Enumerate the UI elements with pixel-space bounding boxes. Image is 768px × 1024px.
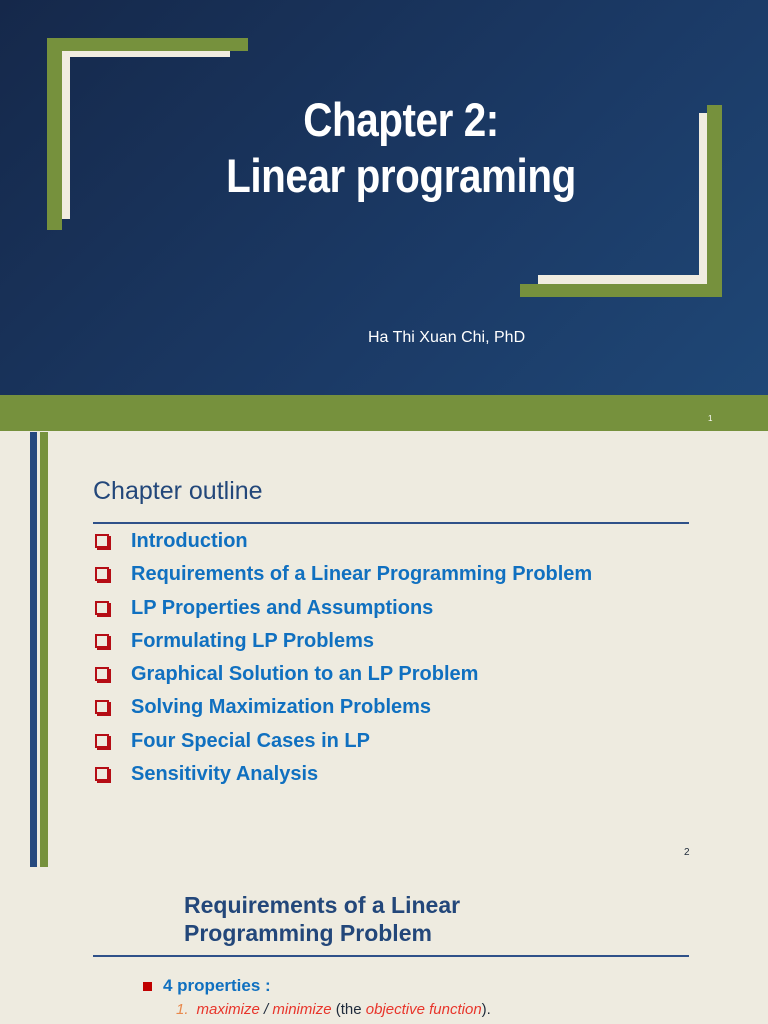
slide-title [56,92,746,204]
frame-top-left-green-horizontal [47,38,248,51]
checkbox-bullet-icon [95,634,109,648]
square-bullet-icon [143,982,152,991]
author-name: Ha Thi Xuan Chi, PhD [368,329,526,346]
property-item [176,1001,491,1018]
properties-bullet: 4 properties : [163,976,271,995]
outline-item[interactable] [93,661,592,694]
minimize-term: minimize [272,1001,332,1018]
outline-item-label: LP Properties and Assumptions [131,596,434,619]
outline-item[interactable] [93,595,592,628]
requirements-title [184,891,460,947]
frame-top-left-white-horizontal [62,51,230,57]
outline-slide [0,432,768,867]
outline-item[interactable] [93,561,592,594]
requirements-title-line-2: Programming Problem [184,920,432,946]
checkbox-bullet-icon [95,700,109,714]
slide-number: 1 [708,414,713,423]
outline-item-label: Sensitivity Analysis [131,763,319,786]
checkbox-bullet-icon [95,767,109,781]
outline-item[interactable] [93,628,592,661]
checkbox-bullet-icon [95,567,109,581]
checkbox-bullet-icon [95,734,109,748]
checkbox-bullet-icon [95,534,109,548]
title-line-2: Linear programing [226,149,576,202]
title-divider [93,955,689,957]
outline-item-label: Solving Maximization Problems [131,696,432,719]
close-paren: ). [481,1001,491,1018]
outline-item[interactable] [93,528,592,561]
checkbox-bullet-icon [95,601,109,615]
outline-list [93,528,592,794]
requirements-slide [0,867,768,1024]
requirements-title-line-1: Requirements of a Linear [184,892,461,918]
outline-item-label: Requirements of a Linear Programming Problem [131,563,593,586]
outline-title: Chapter outline [93,477,263,505]
objective-function-term: objective function [365,1001,482,1018]
item-number: 1. [176,1001,189,1018]
maximize-term: maximize [196,1001,260,1018]
outline-item[interactable] [93,694,592,727]
title-divider [93,522,689,524]
frame-bottom-right-green-horizontal [520,284,722,297]
slide-footer-band [0,395,768,431]
slide-number: 2 [684,847,690,858]
frame-bottom-right-white-horizontal [538,275,707,284]
outline-item[interactable] [93,761,592,794]
outline-item-label: Formulating LP Problems [131,629,374,652]
checkbox-bullet-icon [95,667,109,681]
slash-separator: / [259,1001,273,1018]
outline-item-label: Four Special Cases in LP [131,729,370,752]
outline-item-label: Introduction [131,530,248,552]
title-slide [0,0,768,395]
title-line-1: Chapter 2: [303,93,499,146]
open-paren: (the [331,1001,366,1018]
outline-item-label: Graphical Solution to an LP Problem [131,663,479,686]
outline-item[interactable] [93,728,592,761]
